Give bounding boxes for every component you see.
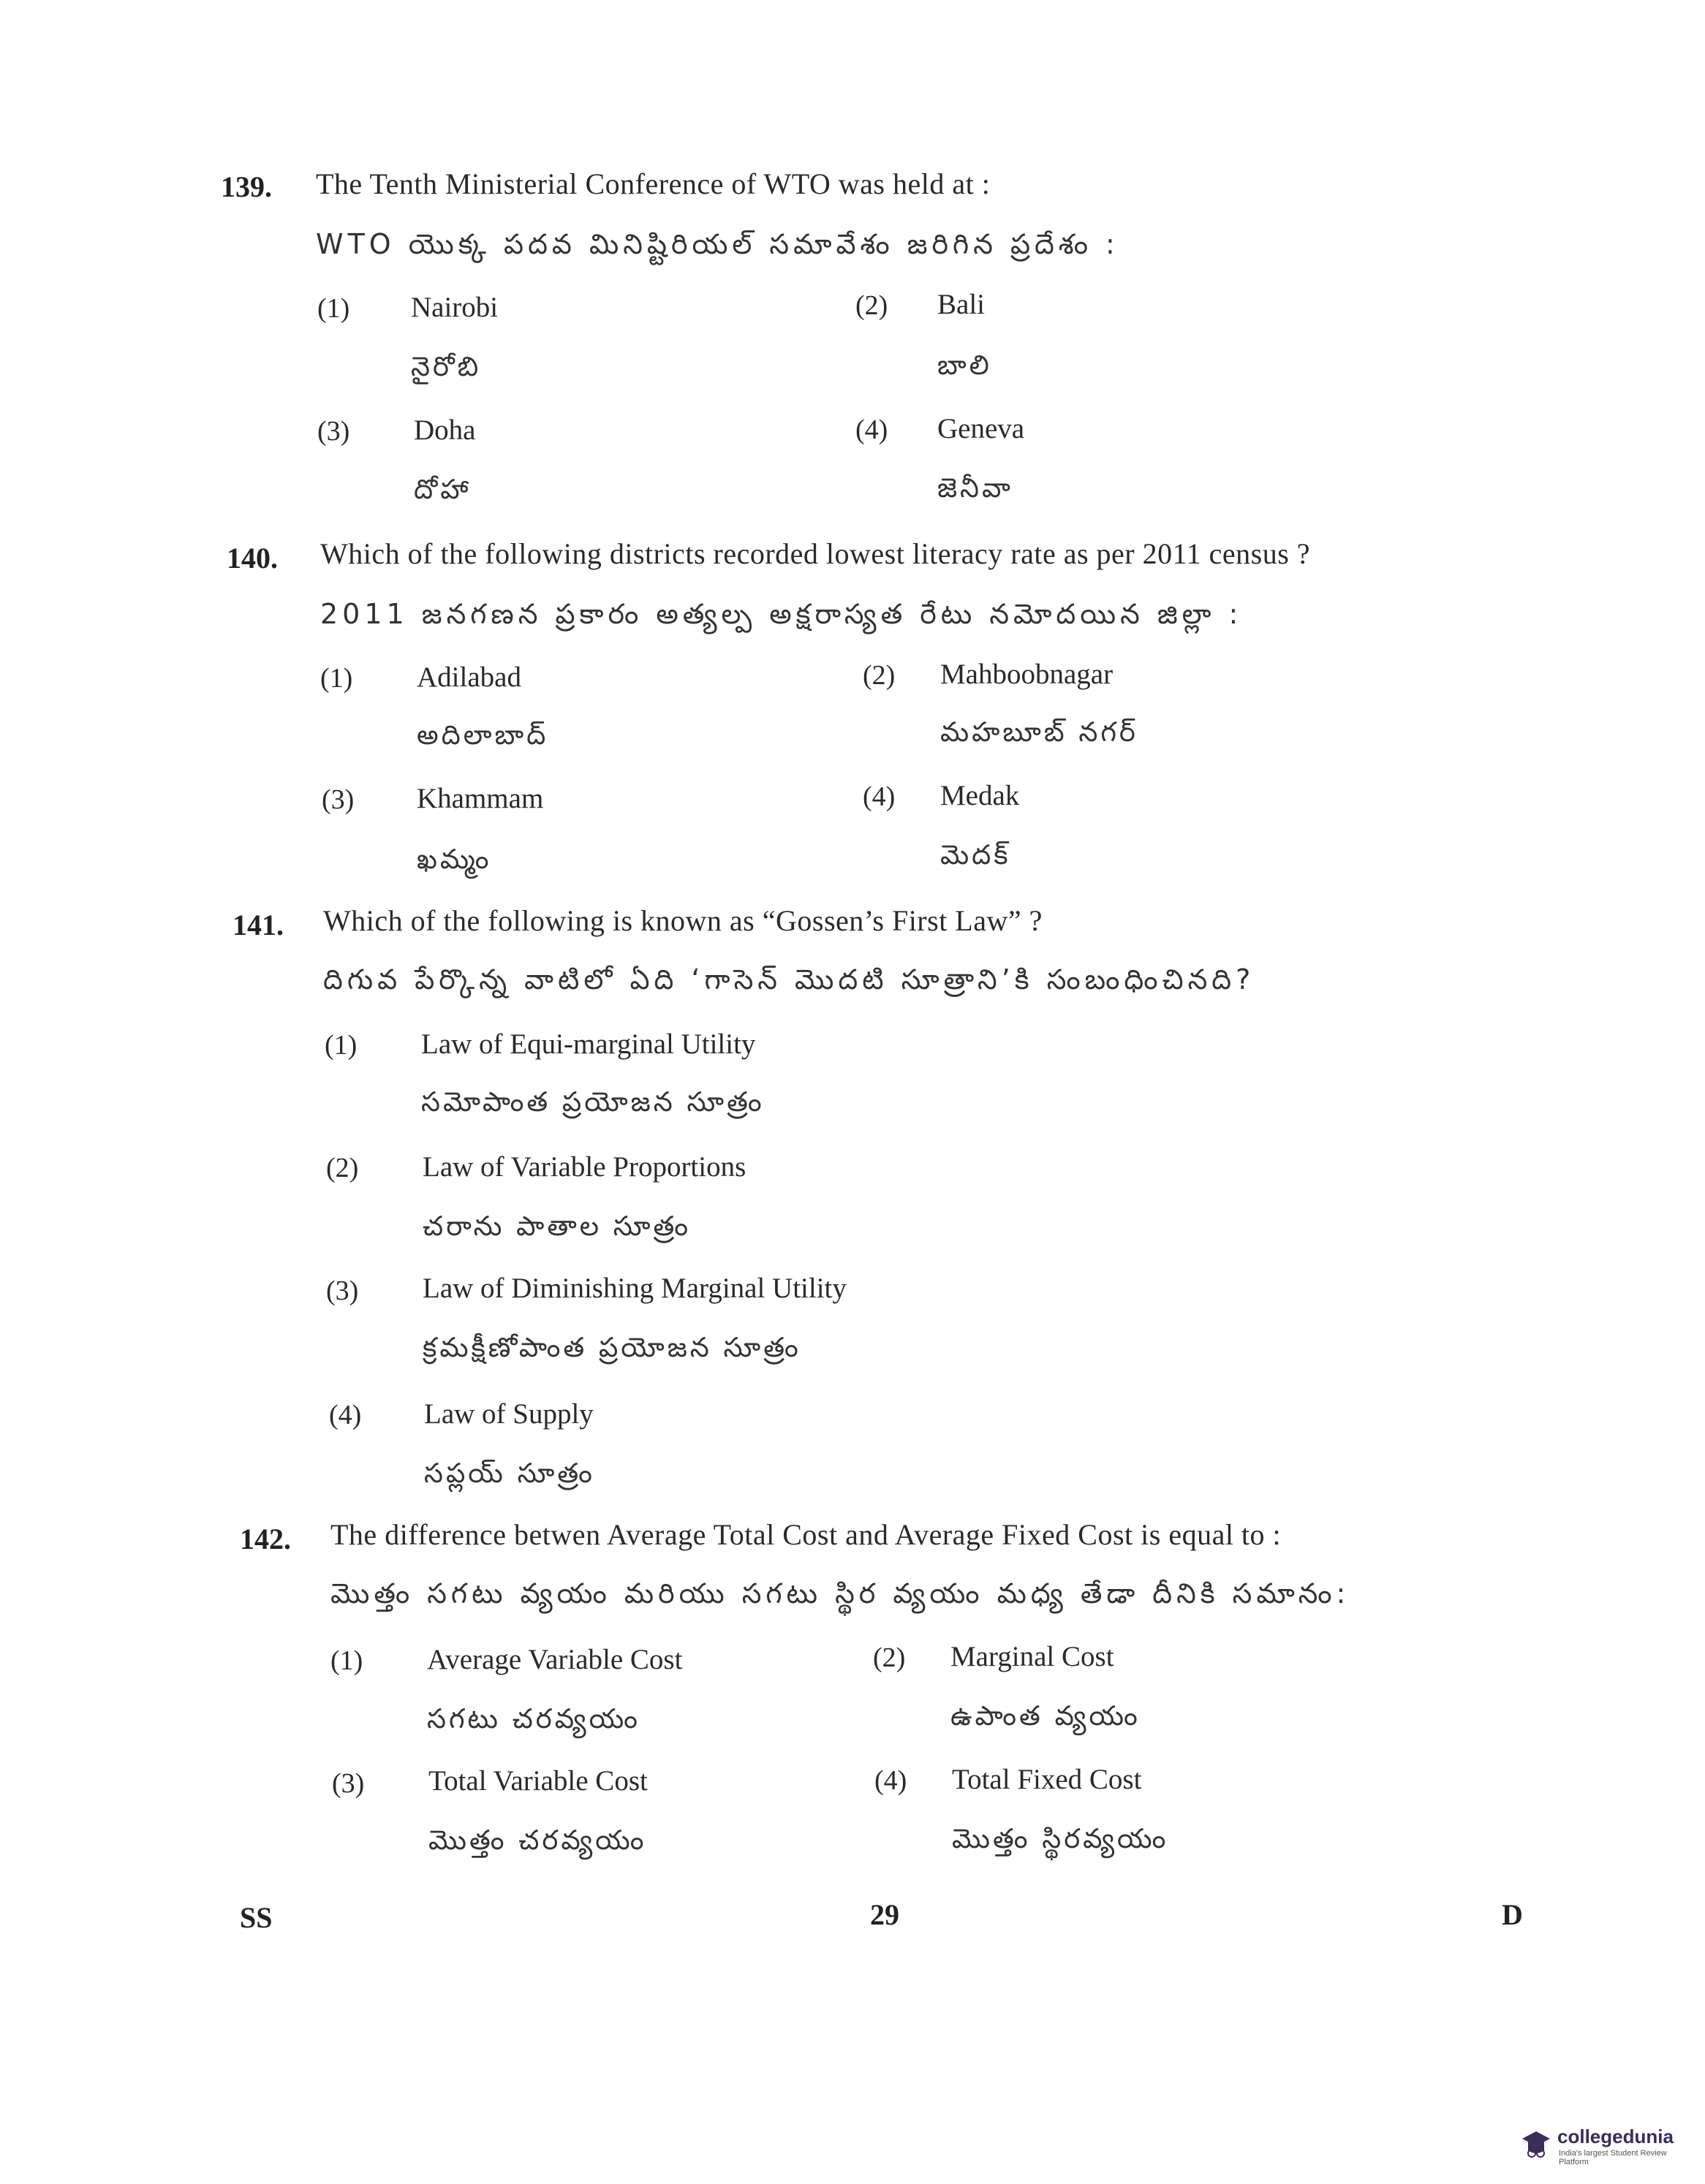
option-text-telugu: సప్లయ్ సూత్రం [424, 1457, 595, 1489]
option-number: (4) [863, 781, 896, 812]
option-number: (1) [320, 663, 353, 694]
footer-series-code: SS [240, 1901, 273, 1934]
option-text-telugu: సగటు చరవ్యయం [427, 1703, 640, 1734]
option-text-english: Adilabad [417, 661, 521, 693]
question-text-english: Which of the following districts recorded lowest literacy rate as per 2011 census ? [320, 537, 1311, 570]
option-text-telugu: మొత్తం స్థిరవ్యయం [952, 1823, 1169, 1854]
option-text-english: Law of Supply [424, 1398, 594, 1430]
footer-booklet-code: D [1502, 1898, 1523, 1931]
question-text-english: The difference betwen Average Total Cost and Average Fixed Cost is equal to : [330, 1518, 1282, 1551]
option-number: (2) [326, 1153, 359, 1183]
option-text-telugu: అదిలాబాద్ [417, 719, 549, 751]
option-text-telugu: చరాను పాతాల సూత్రం [423, 1210, 691, 1242]
option-number: (2) [855, 290, 888, 321]
question-number: 140. [227, 542, 278, 575]
question-number: 139. [221, 170, 272, 203]
option-number: (1) [325, 1030, 358, 1061]
option-text-english: Average Variable Cost [427, 1644, 683, 1675]
option-text-english: Total Variable Cost [428, 1765, 648, 1797]
option-text-english: Geneva [937, 413, 1025, 444]
question-text-telugu: 2011 జనగణన ప్రకారం అత్యల్ప అక్షరాస్యత రేటు నమోదయిన జిల్లా : [320, 598, 1243, 630]
option-text-telugu: ఉపాంత వ్యయం [950, 1700, 1141, 1732]
option-text-english: Bali [937, 289, 985, 320]
option-text-english: Mahboobnagar [940, 659, 1114, 690]
option-text-telugu: మెదక్ [940, 839, 1011, 871]
question-text-telugu: దిగువ పేర్కొన్న వాటిలో ఏది ‘గాసెన్ మొదటి సూత్రాని’కి సంబంధించినది? [323, 963, 1255, 996]
option-text-telugu: క్రమక్షీణోపాంత ప్రయోజన సూత్రం [423, 1332, 801, 1363]
question-text-telugu: మొత్తం సగటు వ్యయం మరియు సగటు స్థిర వ్యయం మధ్య తేడా దీనికి సమానం: [330, 1577, 1350, 1609]
option-number: (3) [332, 1768, 365, 1799]
question-text-english: The Tenth Ministerial Conference of WTO was held at : [316, 167, 991, 200]
option-text-english: Law of Equi-marginal Utility [421, 1028, 756, 1060]
graduation-cap-icon [1519, 2128, 1553, 2159]
option-number: (2) [873, 1642, 906, 1673]
page-number: 29 [870, 1898, 899, 1931]
option-text-english: Law of Variable Proportions [423, 1151, 746, 1183]
option-text-telugu: నైరోబి [411, 351, 482, 382]
option-number: (4) [855, 414, 888, 445]
option-text-telugu: మొత్తం చరవ్యయం [428, 1824, 647, 1856]
question-text-english: Which of the following is known as “Gossen’s First Law” ? [323, 904, 1043, 937]
option-text-english: Khammam [417, 783, 544, 814]
option-text-telugu: జెనీవా [937, 472, 1013, 504]
question-number: 142. [240, 1523, 291, 1555]
option-number: (4) [329, 1400, 362, 1430]
watermark-tagline: India's largest Student Review Platform [1559, 2149, 1667, 2166]
option-text-english: Doha [414, 414, 476, 446]
option-text-english: Total Fixed Cost [952, 1764, 1142, 1795]
option-text-english: Nairobi [411, 292, 499, 323]
collegedunia-watermark [1515, 2121, 1698, 2172]
option-text-telugu: సమోపాంత ప్రయోజన సూత్రం [421, 1086, 765, 1118]
option-text-telugu: మహబూబ్ నగర్ [940, 716, 1138, 748]
option-text-english: Medak [940, 780, 1020, 811]
option-text-telugu: ఖమ్మం [417, 843, 492, 875]
question-text-telugu: WTO యొక్క పదవ మినిష్టిరియల్ సమావేశం జరిగిన ప్రదేశం : [316, 228, 1119, 260]
watermark-brand: collegedunia [1557, 2126, 1674, 2147]
option-number: (3) [322, 784, 355, 815]
option-text-english: Marginal Cost [950, 1641, 1114, 1672]
option-number: (1) [317, 293, 350, 324]
question-number: 141. [232, 909, 284, 941]
option-number: (3) [326, 1275, 359, 1306]
option-text-english: Law of Diminishing Marginal Utility [423, 1273, 847, 1304]
option-number: (1) [330, 1645, 363, 1676]
option-number: (3) [317, 416, 350, 447]
option-number: (4) [874, 1765, 907, 1796]
option-number: (2) [863, 660, 896, 691]
option-text-telugu: దోహా [414, 474, 472, 505]
option-text-telugu: బాలి [937, 349, 992, 381]
